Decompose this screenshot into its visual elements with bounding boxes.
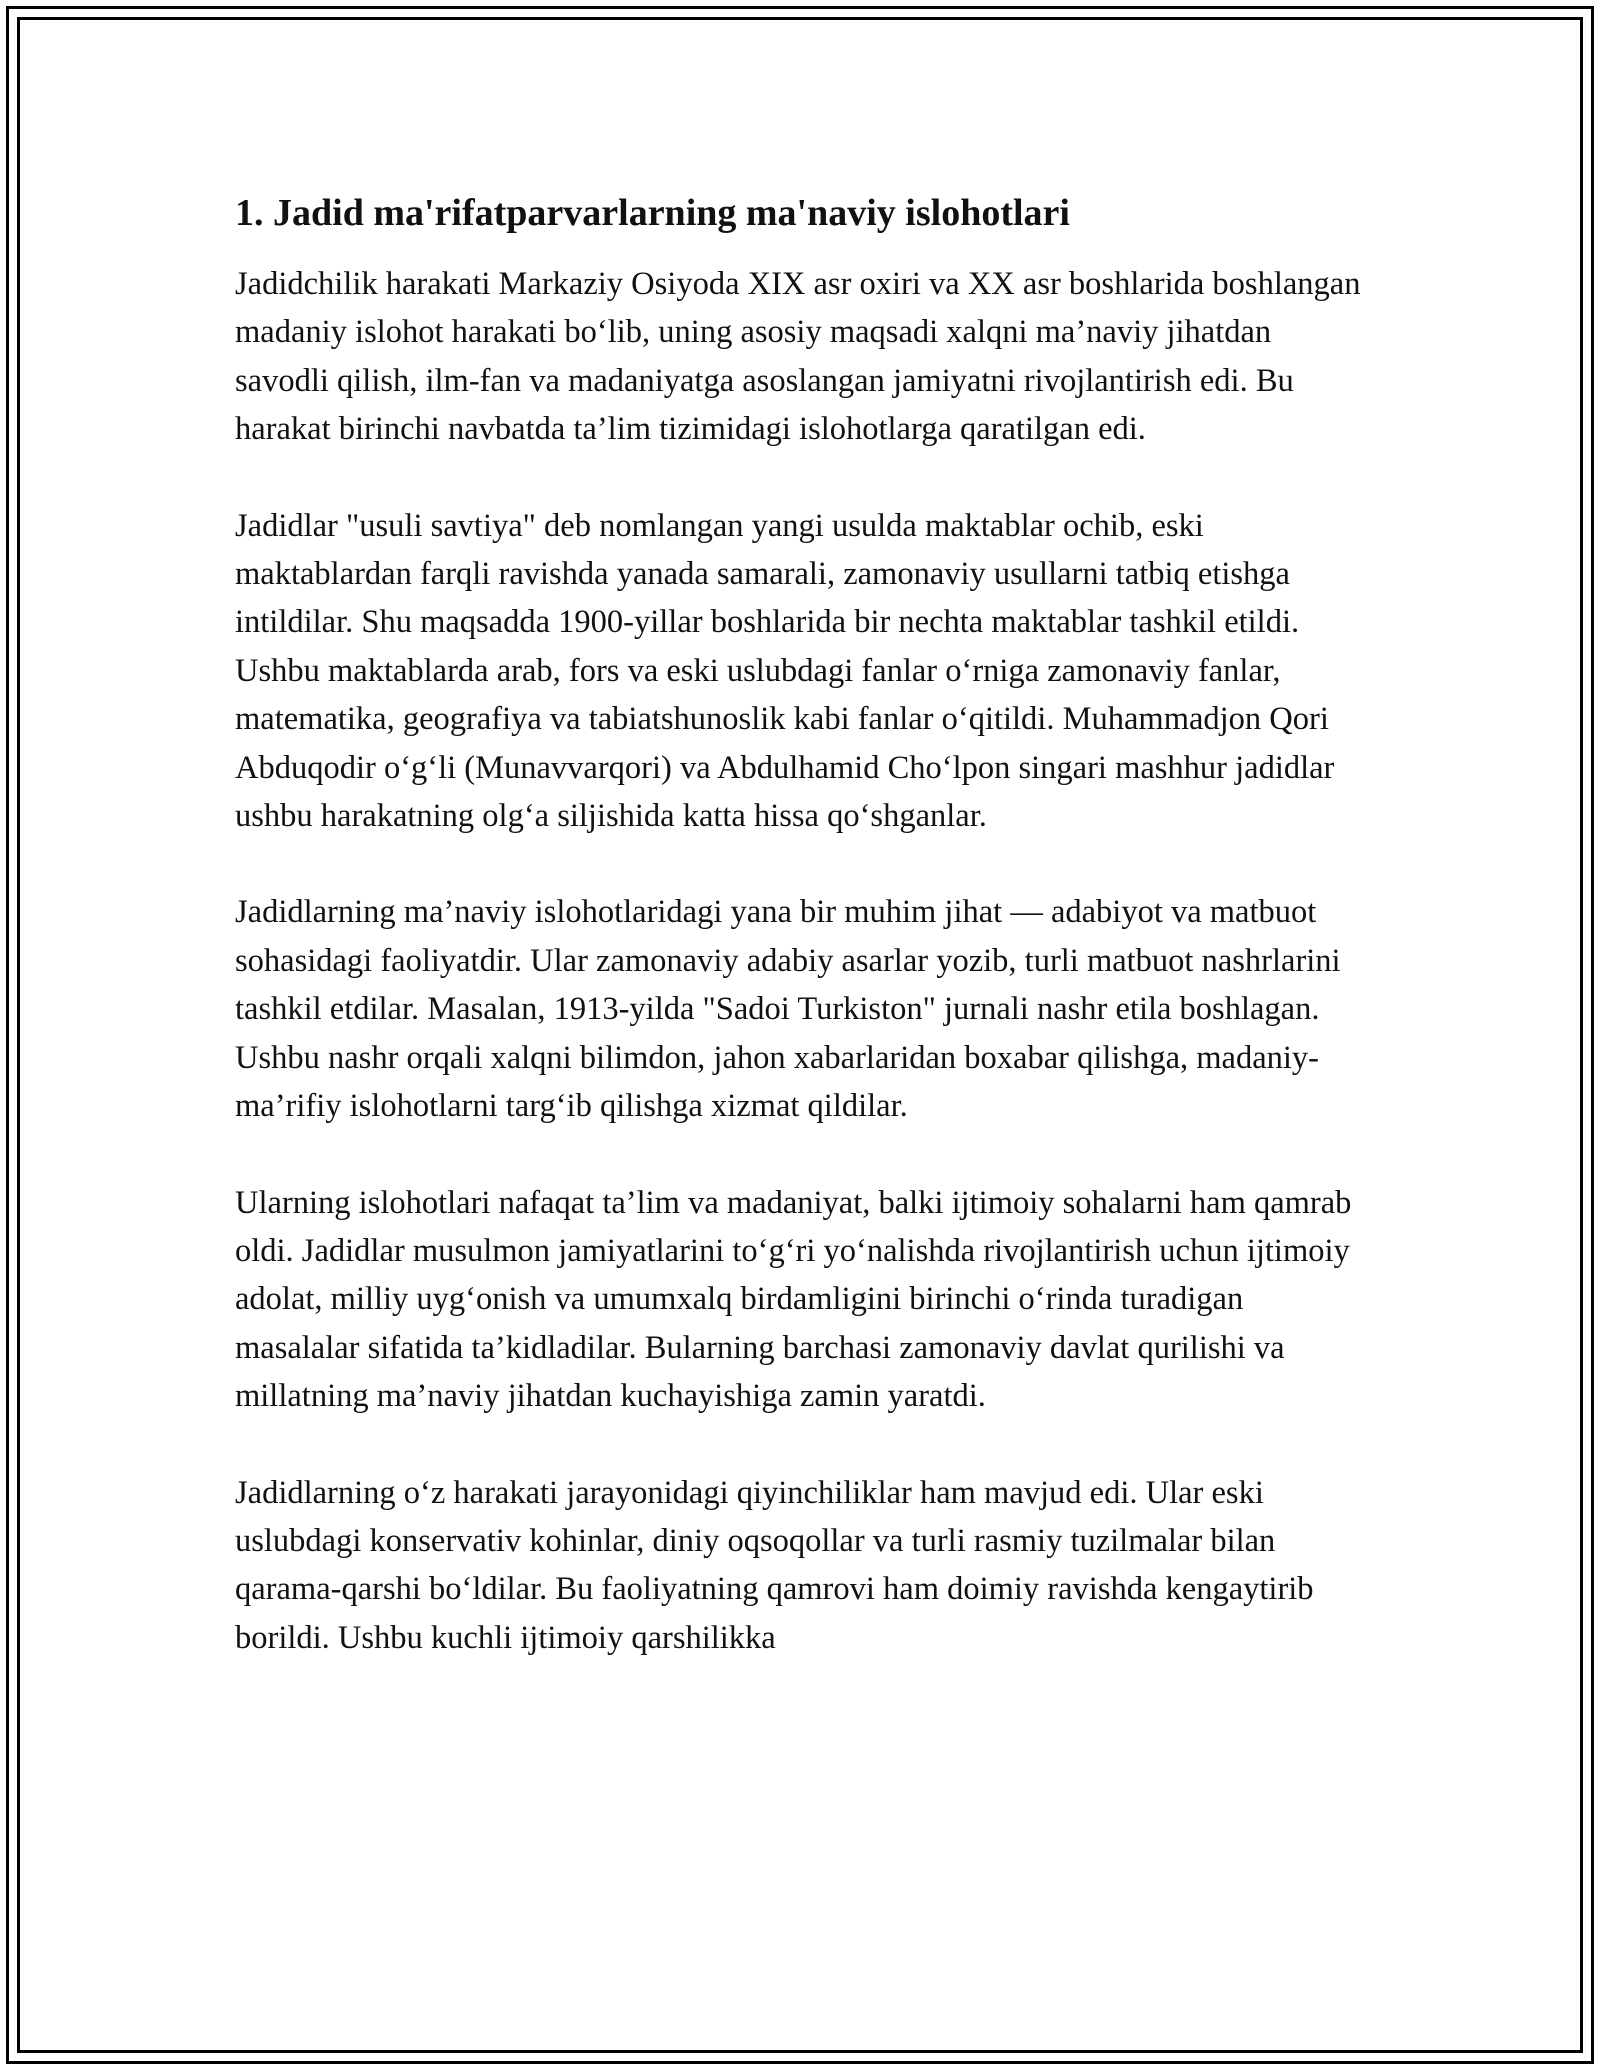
section-heading: 1. Jadid ma'rifatparvarlarning ma'naviy islohotlari	[235, 192, 1070, 234]
paragraph-schools: Jadidlar "usuli savtiya" deb nomlangan yangi usulda maktablar ochib, eski maktablardan farqli ravishda yanada samarali, zamonaviy usullarni tatbiq etishga intildilar. Shu maqsadda 1900-yillar boshlarida bir nechta maktablar tashkil etildi. Ushbu maktablarda arab, fors va eski uslubdagi fanlar o‘rniga zamonaviy fanlar, matematika, geografiya va tabiatshunoslik kabi fanlar o‘qitildi. Muhammadjon Qori Abduqodir o‘g‘li (Munavvarqori) va Abdulhamid Cho‘lpon singari mashhur jadidlar ushbu harakatning olg‘a siljishida katta hissa qo‘shganlar.	[235, 507, 1335, 835]
paragraph-literature-press: Jadidlarning ma’naviy islohotlaridagi yana bir muhim jihat — adabiyot va matbuot sohasidagi faoliyatdir. Ular zamonaviy adabiy asarlar yozib, turli matbuot nashrlarini tashkil etdilar. Masalan, 1913-yilda "Sadoi Turkiston" jurnali nashr etila boshlagan. Ushbu nashr orqali xalqni bilimdon, jahon xabarlaridan boxabar qilishga, madaniy-ma’rifiy islohotlarni targ‘ib qilishga xizmat qildilar.	[235, 894, 1341, 1125]
paragraph-social-reforms: Ularning islohotlari nafaqat ta’lim va madaniyat, balki ijtimoiy sohalarni ham qamrab oldi. Jadidlar musulmon jamiyatlarini to‘g‘ri yo‘nalishda rivojlantirish uchun ijtimoiy adolat, milliy uyg‘onish va umumxalq birdamligini birinchi o‘rinda turadigan masalalar sifatida ta’kidladilar. Bularning barchasi zamonaviy davlat qurilishi va millatning ma’naviy jihatdan kuchayishiga zamin yaratdi.	[235, 1184, 1352, 1415]
paragraph-challenges: Jadidlarning o‘z harakati jarayonidagi qiyinchiliklar ham mavjud edi. Ular eski uslubdagi konservativ kohinlar, diniy oqsoqollar va turli rasmiy tuzilmalar bilan qarama-qarshi bo‘ldilar. Bu faoliyatning qamrovi ham doimiy ravishda kengaytirib borildi. Ushbu kuchli ijtimoiy qarshilikka	[235, 1474, 1314, 1656]
paragraph-intro: Jadidchilik harakati Markaziy Osiyoda XIX asr oxiri va XX asr boshlarida boshlangan madaniy islohot harakati bo‘lib, uning asosiy maqsadi xalqni ma’naviy jihatdan savodli qilish, ilm-fan va madaniyatga asoslangan jamiyatni rivojlantirish edi. Bu harakat birinchi navbatda ta’lim tizimidagi islohotlarga qaratilgan edi.	[235, 266, 1361, 448]
document-body	[235, 188, 1365, 1710]
